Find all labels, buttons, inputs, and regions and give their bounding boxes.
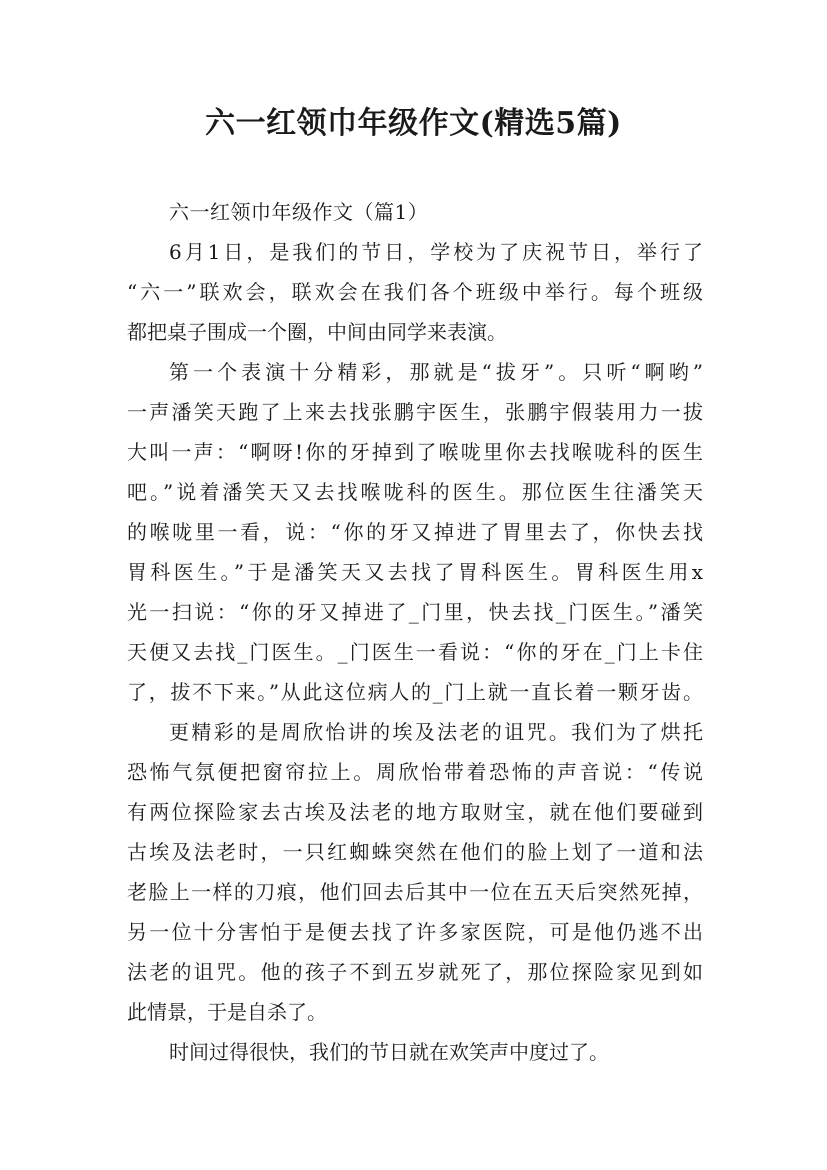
paragraph-line: 的喉咙里一看，说：“你的牙又掉进了胃里去了，你快去找 (127, 520, 703, 544)
paragraph-4 (127, 1032, 703, 1072)
document-body (127, 192, 703, 1072)
document-title: 六一红领巾年级作文(精选5篇) (205, 106, 622, 141)
section-heading: 六一红领巾年级作文（篇1） (169, 200, 429, 224)
paragraph-line: 时间过得很快，我们的节日就在欢笑声中度过了。 (169, 1040, 609, 1064)
paragraph-line: 第一个表演十分精彩，那就是“拔牙”。只听“啊哟” (169, 360, 703, 384)
paragraph-line: 另一位十分害怕于是便去找了许多家医院，可是他仍逃不出 (127, 920, 703, 944)
paragraph-line: 都把桌子围成一个圈，中间由同学来表演。 (127, 320, 507, 344)
paragraph-line: 古埃及法老时，一只红蜘蛛突然在他们的脸上划了一道和法 (127, 840, 703, 864)
paragraph-line: 老脸上一样的刀痕，他们回去后其中一位在五天后突然死掉， (127, 880, 703, 904)
paragraph-line: 一声潘笑天跑了上来去找张鹏宇医生，张鹏宇假装用力一拔 (127, 400, 703, 424)
paragraph-line: 了，拔不下来。”从此这位病人的_门上就一直长着一颗牙齿。 (127, 680, 703, 704)
paragraph-2 (127, 352, 703, 712)
paragraph-line: 6月1日，是我们的节日，学校为了庆祝节日，举行了 (169, 240, 703, 264)
paragraph-line: 胃科医生。”于是潘笑天又去找了胃科医生。胃科医生用x (127, 560, 703, 584)
paragraph-line: 光一扫说：“你的牙又掉进了_门里，快去找_门医生。”潘笑 (127, 600, 703, 624)
paragraph-line: 恐怖气氛便把窗帘拉上。周欣怡带着恐怖的声音说：“传说 (127, 760, 703, 784)
paragraph-line: 此情景，于是自杀了。 (127, 1000, 327, 1024)
paragraph-3 (127, 712, 703, 1032)
paragraph-line: 有两位探险家去古埃及法老的地方取财宝，就在他们要碰到 (127, 800, 703, 824)
paragraph-line: 法老的诅咒。他的孩子不到五岁就死了，那位探险家见到如 (127, 960, 703, 984)
paragraph-line: 吧。”说着潘笑天又去找喉咙科的医生。那位医生往潘笑天 (127, 480, 703, 504)
paragraph-line: 更精彩的是周欣怡讲的埃及法老的诅咒。我们为了烘托 (169, 720, 703, 744)
paragraph-line: “六一”联欢会，联欢会在我们各个班级中举行。每个班级 (127, 280, 703, 304)
paragraph-line: 天便又去找_门医生。_门医生一看说：“你的牙在_门上卡住 (127, 640, 703, 664)
paragraph-1 (127, 232, 703, 352)
paragraph-line: 大叫一声：“啊呀!你的牙掉到了喉咙里你去找喉咙科的医生 (127, 440, 703, 464)
